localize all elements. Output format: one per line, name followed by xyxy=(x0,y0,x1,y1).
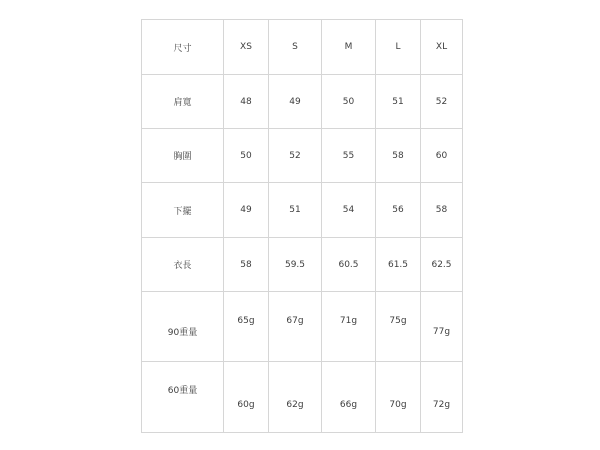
table-cell xyxy=(322,362,376,433)
row-label: 胸圍 xyxy=(142,129,224,183)
cell-text: 62g xyxy=(286,400,304,410)
row-label: 肩寬 xyxy=(142,75,224,129)
table-row xyxy=(142,292,463,362)
row-label: 下擺 xyxy=(142,183,224,238)
cell-text: 60g xyxy=(237,400,255,410)
header-m: M xyxy=(322,20,376,75)
cell-text: 66g xyxy=(339,400,358,410)
header-l: L xyxy=(376,20,421,75)
table-cell: 50 xyxy=(322,75,376,129)
cell-text: 70g xyxy=(389,400,407,410)
table-cell: 58 xyxy=(421,183,463,238)
table-row xyxy=(142,362,463,433)
row-label xyxy=(142,292,224,362)
table-cell: 49 xyxy=(269,75,322,129)
table-cell: 48 xyxy=(224,75,269,129)
table-cell: 58 xyxy=(376,129,421,183)
row-label-text: 90重量 xyxy=(167,328,198,338)
cell-text: 72g xyxy=(432,400,451,410)
cell-text: 77g xyxy=(432,326,451,337)
table-row xyxy=(142,238,463,292)
table-cell xyxy=(376,292,421,362)
table-cell: 61.5 xyxy=(376,238,421,292)
table-cell: 60.5 xyxy=(322,238,376,292)
table-cell xyxy=(421,292,463,362)
table-cell: 59.5 xyxy=(269,238,322,292)
cell-text: 65g xyxy=(237,315,255,326)
table-cell xyxy=(269,362,322,433)
row-label xyxy=(142,362,224,433)
table-cell xyxy=(224,362,269,433)
table-row xyxy=(142,129,463,183)
table-row xyxy=(142,183,463,238)
header-xs: XS xyxy=(224,20,269,75)
table-cell: 51 xyxy=(376,75,421,129)
header-s: S xyxy=(269,20,322,75)
header-xl: XL xyxy=(421,20,463,75)
table-cell: 58 xyxy=(224,238,269,292)
table-cell xyxy=(376,362,421,433)
cell-text: 71g xyxy=(339,315,358,326)
row-label: 衣長 xyxy=(142,238,224,292)
table-cell: 62.5 xyxy=(421,238,463,292)
table-cell xyxy=(269,292,322,362)
table-cell: 49 xyxy=(224,183,269,238)
table-cell xyxy=(322,292,376,362)
table-cell: 51 xyxy=(269,183,322,238)
table-cell: 56 xyxy=(376,183,421,238)
table-cell: 54 xyxy=(322,183,376,238)
cell-text: 75g xyxy=(389,315,407,326)
table-cell: 60 xyxy=(421,129,463,183)
table-cell: 55 xyxy=(322,129,376,183)
header-size-label: 尺寸 xyxy=(142,20,224,75)
table-cell xyxy=(421,362,463,433)
table-row xyxy=(142,75,463,129)
table-cell: 52 xyxy=(421,75,463,129)
header-row xyxy=(142,20,463,75)
table-cell xyxy=(224,292,269,362)
table-cell: 52 xyxy=(269,129,322,183)
row-label-text: 60重量 xyxy=(167,385,198,396)
size-chart-table xyxy=(141,19,463,433)
table-cell: 50 xyxy=(224,129,269,183)
cell-text: 67g xyxy=(286,315,304,326)
